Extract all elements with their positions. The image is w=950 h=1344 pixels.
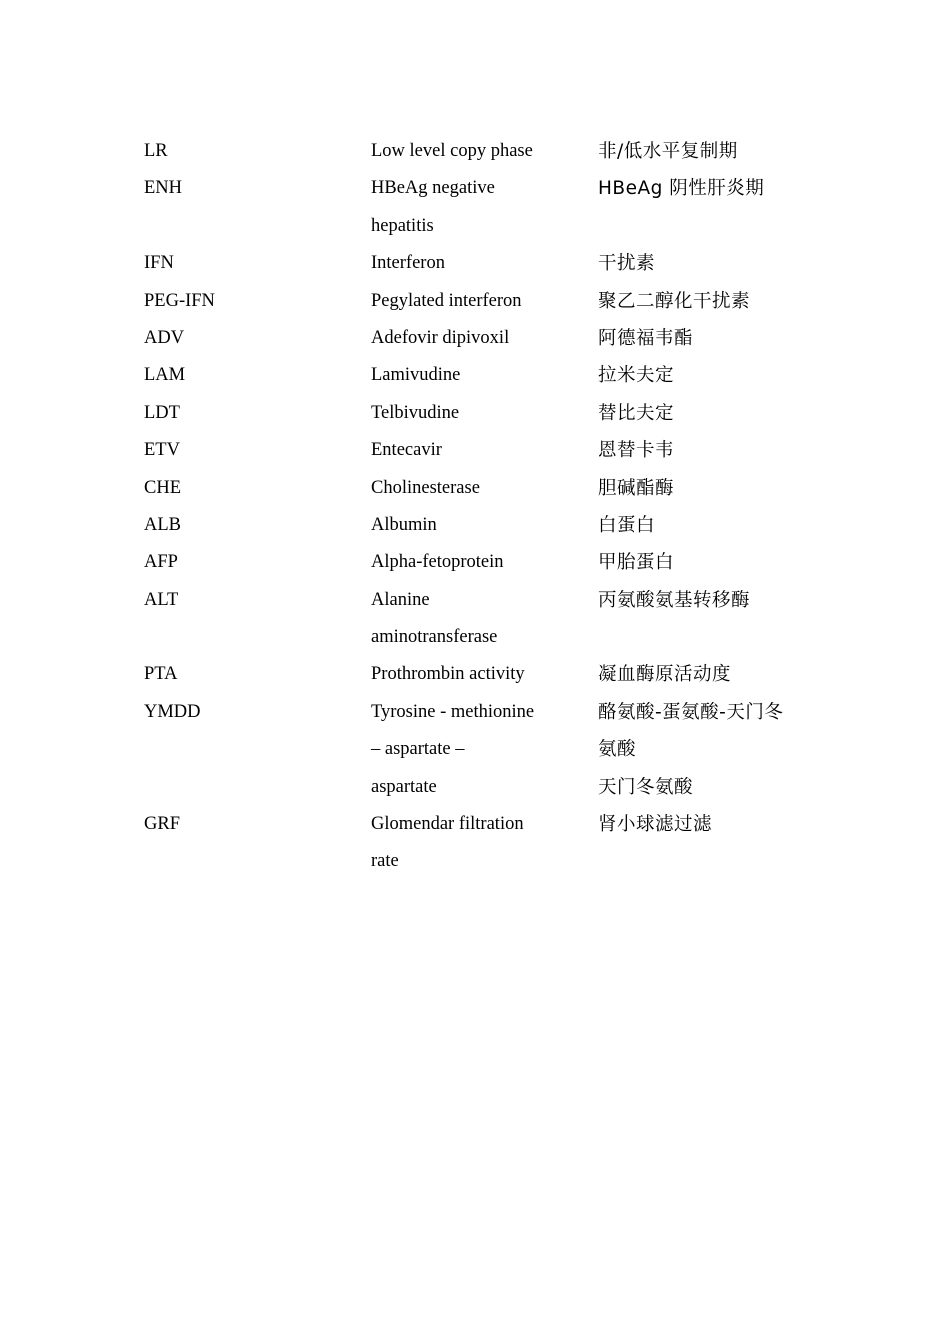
- chinese-term-line: 干扰素: [598, 253, 656, 275]
- abbreviation-cell: [144, 170, 371, 245]
- chinese-term-line: 胆碱酯酶: [598, 477, 675, 499]
- chinese-term-line: 酪氨酸-蛋氨酸-天门冬: [598, 701, 784, 723]
- table-row: [144, 507, 818, 544]
- table-row: [144, 133, 818, 170]
- chinese-term-line: HBeAg 阴性肝炎期: [598, 178, 765, 200]
- abbreviation-text: ENH: [144, 178, 183, 199]
- chinese-term-cell: [598, 283, 818, 320]
- table-row: [144, 582, 818, 657]
- abbreviation-text: LAM: [144, 365, 186, 386]
- abbreviation-text: YMDD: [144, 701, 201, 722]
- chinese-term-line: 甲胎蛋白: [598, 552, 675, 574]
- chinese-term-line: 天门冬氨酸: [598, 776, 694, 798]
- chinese-term-line: 凝血酶原活动度: [598, 664, 732, 686]
- table-row: [144, 283, 818, 320]
- english-term-cell: [371, 582, 598, 657]
- chinese-term-cell: [598, 470, 818, 507]
- chinese-term-cell: [598, 395, 818, 432]
- english-term-cell: [371, 357, 598, 394]
- abbreviation-cell: [144, 133, 371, 170]
- abbreviation-cell: [144, 470, 371, 507]
- abbreviation-cell: [144, 806, 371, 881]
- abbreviation-text: GRF: [144, 814, 180, 835]
- table-row: [144, 544, 818, 581]
- abbreviation-cell: [144, 283, 371, 320]
- english-term-line: aminotransferase: [371, 627, 498, 648]
- chinese-term-line: 阿德福韦酯: [598, 327, 694, 349]
- chinese-term-cell: [598, 582, 818, 657]
- english-term-line: Alanine: [371, 589, 430, 610]
- english-term-line: Tyrosine - methionine: [371, 701, 535, 722]
- english-term-line: aspartate: [371, 776, 437, 797]
- english-term-line: rate: [371, 851, 399, 872]
- abbreviation-cell: [144, 395, 371, 432]
- english-term-line: Interferon: [371, 253, 445, 274]
- english-term-line: Glomendar filtration: [371, 814, 524, 835]
- abbreviation-cell: [144, 694, 371, 806]
- chinese-term-cell: [598, 806, 818, 881]
- english-term-cell: [371, 283, 598, 320]
- chinese-term-line: 氨酸: [598, 739, 637, 761]
- chinese-term-cell: [598, 507, 818, 544]
- table-row: [144, 470, 818, 507]
- abbreviation-text: ALB: [144, 514, 181, 535]
- english-term-cell: [371, 470, 598, 507]
- abbreviation-text: ADV: [144, 327, 185, 348]
- abbreviation-text: PTA: [144, 664, 178, 685]
- chinese-term-line: 拉米夫定: [598, 365, 675, 387]
- english-term-line: hepatitis: [371, 215, 434, 236]
- abbreviation-table-body: [144, 133, 818, 881]
- abbreviation-cell: [144, 582, 371, 657]
- english-term-cell: [371, 544, 598, 581]
- english-term-cell: [371, 245, 598, 282]
- abbreviation-cell: [144, 245, 371, 282]
- english-term-line: Lamivudine: [371, 365, 461, 386]
- abbreviation-cell: [144, 357, 371, 394]
- abbreviation-text: ETV: [144, 440, 180, 461]
- table-row: [144, 395, 818, 432]
- table-row: [144, 320, 818, 357]
- english-term-line: Pegylated interferon: [371, 290, 522, 311]
- chinese-term-cell: [598, 694, 818, 806]
- chinese-term-line: 恩替卡韦: [598, 440, 675, 462]
- abbreviation-text: ALT: [144, 589, 179, 610]
- english-term-cell: [371, 432, 598, 469]
- chinese-term-cell: [598, 432, 818, 469]
- chinese-term-line: 非/低水平复制期: [598, 141, 738, 162]
- abbreviation-cell: [144, 320, 371, 357]
- table-row: [144, 694, 818, 806]
- chinese-term-cell: [598, 170, 818, 245]
- abbreviation-table: [144, 133, 818, 881]
- abbreviation-text: CHE: [144, 477, 181, 498]
- english-term-line: Adefovir dipivoxil: [371, 327, 510, 348]
- english-term-line: Cholinesterase: [371, 477, 480, 498]
- chinese-term-line: 聚乙二醇化干扰素: [598, 290, 751, 312]
- english-term-line: Entecavir: [371, 440, 442, 461]
- chinese-term-cell: [598, 656, 818, 693]
- english-term-line: Alpha-fetoprotein: [371, 552, 504, 573]
- chinese-term-line: 白蛋白: [598, 514, 656, 536]
- english-term-line: HBeAg negative: [371, 178, 495, 199]
- table-row: [144, 656, 818, 693]
- english-term-cell: [371, 694, 598, 806]
- abbreviation-text: LDT: [144, 402, 180, 423]
- abbreviation-cell: [144, 432, 371, 469]
- english-term-cell: [371, 395, 598, 432]
- chinese-term-line: 肾小球滤过滤: [598, 814, 713, 836]
- chinese-term-line: 丙氨酸氨基转移酶: [598, 589, 751, 611]
- abbreviation-cell: [144, 544, 371, 581]
- abbreviation-text: IFN: [144, 253, 174, 274]
- english-term-line: Albumin: [371, 514, 437, 535]
- english-term-line: – aspartate –: [371, 739, 465, 760]
- english-term-line: Prothrombin activity: [371, 664, 525, 685]
- chinese-term-cell: [598, 357, 818, 394]
- abbreviation-text: PEG-IFN: [144, 290, 215, 311]
- english-term-cell: [371, 806, 598, 881]
- table-row: [144, 245, 818, 282]
- english-term-cell: [371, 133, 598, 170]
- english-term-cell: [371, 320, 598, 357]
- table-row: [144, 806, 818, 881]
- chinese-term-line: 替比夫定: [598, 402, 675, 424]
- abbreviation-text: LR: [144, 141, 168, 161]
- chinese-term-cell: [598, 245, 818, 282]
- table-row: [144, 170, 818, 245]
- abbreviation-text: AFP: [144, 552, 178, 573]
- abbreviation-cell: [144, 656, 371, 693]
- abbreviation-cell: [144, 507, 371, 544]
- chinese-term-cell: [598, 320, 818, 357]
- english-term-cell: [371, 656, 598, 693]
- english-term-line: Low level copy phase: [371, 141, 533, 161]
- english-term-line: Telbivudine: [371, 402, 460, 423]
- english-term-cell: [371, 507, 598, 544]
- chinese-term-cell: [598, 544, 818, 581]
- english-term-cell: [371, 170, 598, 245]
- table-row: [144, 432, 818, 469]
- table-row: [144, 357, 818, 394]
- chinese-term-cell: [598, 133, 818, 170]
